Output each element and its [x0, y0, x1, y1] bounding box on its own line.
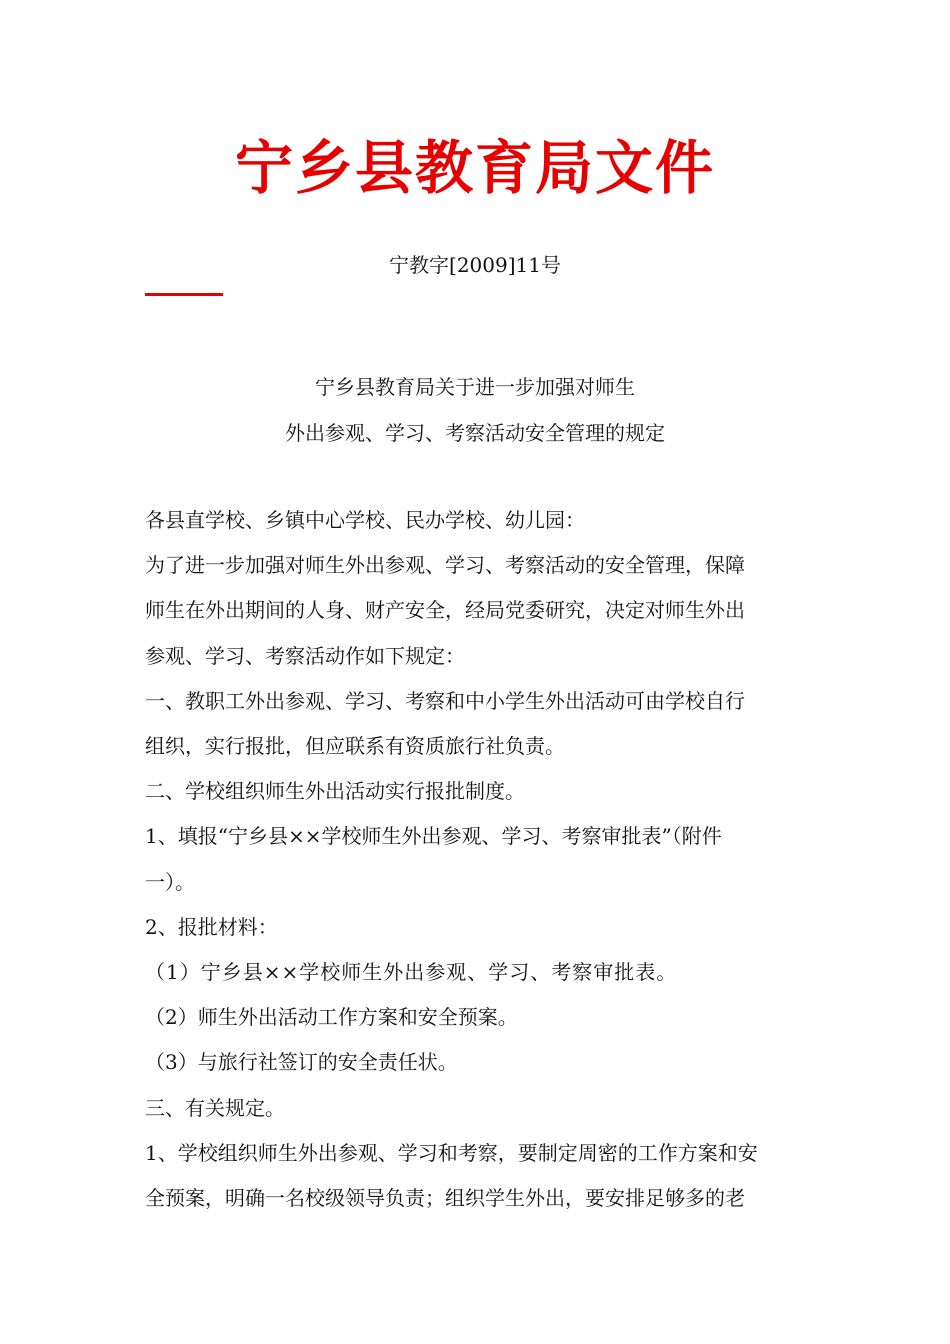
document-number: 宁教字[2009]11号	[389, 253, 561, 277]
body-line: 三、有关规定。	[145, 1095, 285, 1120]
body-line: 师生在外出期间的人身、财产安全，经局党委研究，决定对师生外出	[145, 598, 745, 623]
body-line: （2）师生外出活动工作方案和安全预案。	[145, 1005, 518, 1030]
body-line-salutation: 各县直学校、乡镇中心学校、民办学校、幼儿园：	[145, 508, 585, 532]
document-body	[145, 498, 805, 1221]
body-line: 1、填报“宁乡县××学校师生外出参观、学习、考察审批表”（附件	[145, 824, 722, 849]
body-line: 全预案，明确一名校级领导负责；组织学生外出，要安排足够多的老	[145, 1186, 745, 1211]
body-line: 1、学校组织师生外出参观、学习和考察，要制定周密的工作方案和安	[145, 1140, 758, 1165]
body-line: 2、报批材料：	[145, 914, 278, 939]
subject-line-1: 宁乡县教育局关于进一步加强对师生	[315, 375, 635, 399]
body-line: 二、学校组织师生外出活动实行报批制度。	[145, 779, 525, 804]
body-line: 一、教职工外出参观、学习、考察和中小学生外出活动可由学校自行	[145, 688, 745, 713]
body-line: （3）与旅行社签订的安全责任状。	[145, 1050, 458, 1075]
body-line: 组织，实行报批，但应联系有资质旅行社负责。	[145, 734, 565, 759]
body-line: （1）宁乡县××学校师生外出参观、学习、考察审批表。	[145, 960, 678, 985]
body-line: 为了进一步加强对师生外出参观、学习、考察活动的安全管理，保障	[145, 553, 745, 578]
document-header-title: 宁乡县教育局文件	[234, 134, 715, 202]
red-divider-line	[145, 293, 223, 296]
subject-line-2: 外出参观、学习、考察活动安全管理的规定	[285, 421, 665, 445]
body-line: 参观、学习、考察活动作如下规定：	[145, 643, 465, 668]
body-line: 一）。	[145, 869, 195, 894]
